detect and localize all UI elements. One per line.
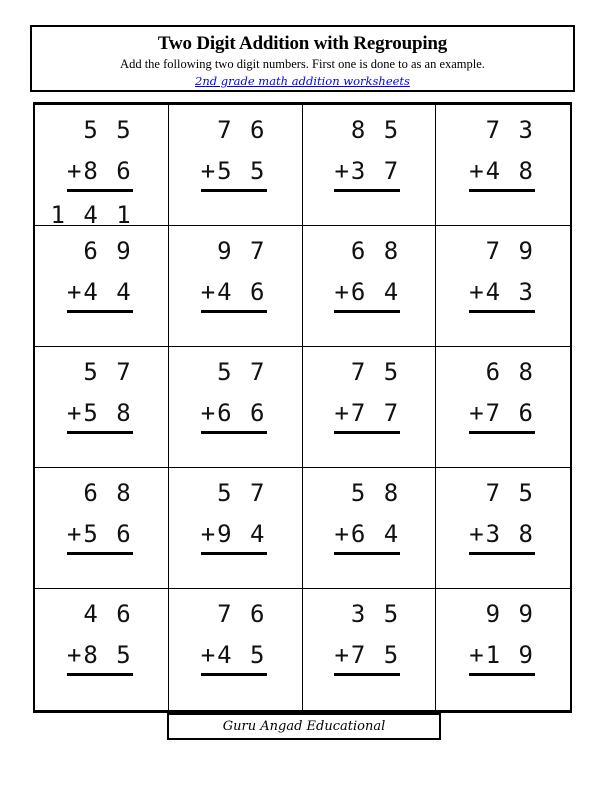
problem-cell [169,468,303,589]
addend-bottom [317,640,400,676]
addition-problem [317,357,400,468]
addition-problem [317,478,400,589]
addend-top: 6 8 [350,237,401,265]
addend-bottom [452,277,535,313]
sum-rule: +7 5 [334,640,400,676]
answer [317,563,400,589]
addend-bottom [317,277,400,313]
addend-top: 5 5 [83,116,133,144]
addition-problem [50,478,133,589]
problem-cell [169,589,303,710]
addition-problem [50,115,133,226]
addend-top: 7 5 [485,479,535,507]
addend-bottom [452,398,535,434]
answer [50,442,133,468]
header-box [30,25,575,92]
addend-top: 7 6 [217,116,267,144]
addend-bottom [452,156,535,192]
problems-grid [33,102,572,713]
addend-top: 8 5 [350,116,401,144]
addition-problem [452,357,535,468]
worksheet-instructions: Add the following two digit numbers. First one is done to as an example. [120,57,485,71]
problem-cell [35,468,169,589]
addend-top: 3 5 [350,600,401,628]
addend-bottom [50,277,133,313]
sum-rule: +6 4 [334,519,400,555]
problem-cell [436,468,570,589]
answer [184,321,267,347]
sum-rule: +6 4 [334,277,400,313]
sum-rule: +8 5 [67,640,133,676]
addition-problem [50,599,133,710]
answer [317,442,400,468]
answer [452,684,535,710]
addend-bottom [184,156,267,192]
addition-problem [50,236,133,347]
answer [452,442,535,468]
footer-box [167,713,441,740]
addend-bottom [317,156,400,192]
answer [184,684,267,710]
sum-rule: +4 3 [469,277,535,313]
addend-top: 7 5 [350,358,401,386]
addend-top: 7 3 [485,116,535,144]
addend-top: 9 9 [485,600,535,628]
problem-cell [436,105,570,226]
sum-rule: +7 6 [469,398,535,434]
addition-problem [452,599,535,710]
answer [50,684,133,710]
addend-bottom [50,398,133,434]
answer [452,321,535,347]
addend-bottom [184,519,267,555]
problem-cell [436,226,570,347]
sum-rule: +4 4 [67,277,133,313]
problem-cell [35,105,169,226]
addition-problem [317,115,400,226]
answer [50,321,133,347]
worksheets-link[interactable]: 2nd grade math addition worksheets [195,74,410,88]
addend-top: 7 6 [217,600,267,628]
addend-bottom [452,640,535,676]
problem-cell [436,347,570,468]
sum-rule: +4 6 [201,277,267,313]
sum-rule: +6 6 [201,398,267,434]
answer [317,321,400,347]
sum-rule: +7 7 [334,398,400,434]
problem-cell [35,589,169,710]
addend-top: 6 8 [83,479,133,507]
sum-rule: +5 5 [201,156,267,192]
addition-problem [184,357,267,468]
worksheet-title: Two Digit Addition with Regrouping [157,33,448,54]
problem-cell [35,347,169,468]
addend-top: 6 9 [83,237,133,265]
addition-problem [184,236,267,347]
addition-problem [184,115,267,226]
addend-top: 4 6 [83,600,133,628]
addend-bottom [184,640,267,676]
problem-cell [35,226,169,347]
problem-cell [303,105,437,226]
sum-rule: +4 5 [201,640,267,676]
problem-cell [169,226,303,347]
addend-top: 7 9 [485,237,535,265]
addend-top: 5 8 [350,479,401,507]
answer [184,200,267,226]
addend-bottom [50,519,133,555]
addition-problem [184,599,267,710]
addend-bottom [50,640,133,676]
addend-bottom [50,156,133,192]
addend-top: 5 7 [217,358,267,386]
sum-rule: +1 9 [469,640,535,676]
addend-bottom [184,398,267,434]
sum-rule: +4 8 [469,156,535,192]
problem-cell [303,347,437,468]
answer [184,563,267,589]
addition-problem [317,236,400,347]
problem-cell [303,589,437,710]
addend-bottom [184,277,267,313]
addition-problem [452,115,535,226]
addend-bottom [317,519,400,555]
addend-top: 6 8 [485,358,535,386]
addend-bottom [452,519,535,555]
sum-rule: +8 6 [67,156,133,192]
problem-cell [169,347,303,468]
sum-rule: +5 8 [67,398,133,434]
problem-cell [436,589,570,710]
sum-rule: +3 7 [334,156,400,192]
addition-problem [452,236,535,347]
addition-problem [452,478,535,589]
sum-rule: +3 8 [469,519,535,555]
addend-top: 5 7 [83,358,133,386]
sum-rule: +5 6 [67,519,133,555]
problem-cell [303,468,437,589]
footer-text: Guru Angad Educational [222,719,386,734]
answer [452,200,535,226]
addend-top: 5 7 [217,479,267,507]
answer [317,684,400,710]
addend-bottom [317,398,400,434]
answer [50,563,133,589]
addend-top: 9 7 [217,237,267,265]
answer [452,563,535,589]
addition-problem [317,599,400,710]
answer: 1 4 1 [50,201,133,226]
answer [317,200,400,226]
problem-cell [303,226,437,347]
addition-problem [184,478,267,589]
sum-rule: +9 4 [201,519,267,555]
answer [184,442,267,468]
problem-cell [169,105,303,226]
addition-problem [50,357,133,468]
